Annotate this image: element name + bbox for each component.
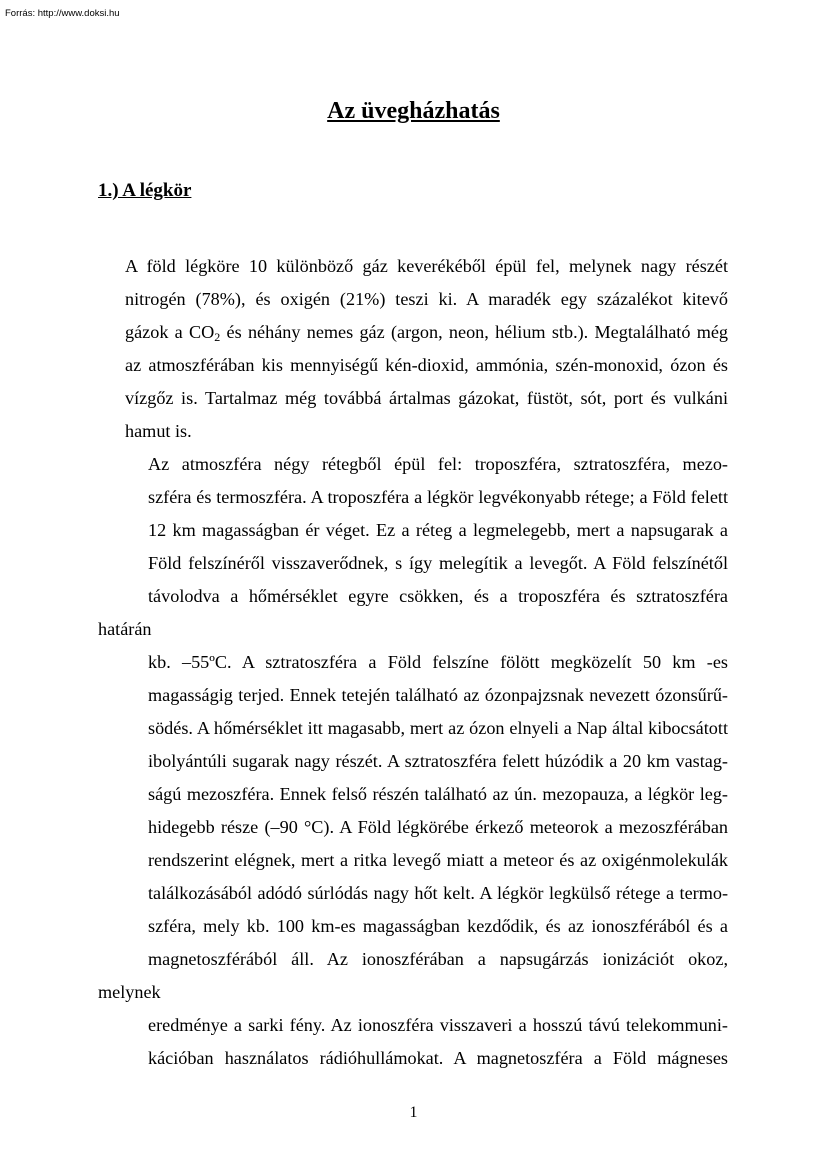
text-line: eredménye a sarki fény. Az ionoszféra visszaveri a hosszú távú telekommuni- xyxy=(148,1015,728,1035)
text-line: magnetoszférából áll. Az ionoszférában a napsugárzás ionizációt okoz, melynek xyxy=(98,949,728,1002)
page-number: 1 xyxy=(409,1104,418,1121)
text-fragment: és néhány nemes gáz (argon, neon, hélium stb.). Megtalálható még xyxy=(220,322,729,342)
text-line xyxy=(98,316,728,349)
text-line: távolodva a hőmérséklet egyre csökken, és a troposzféra és sztratoszféra határán xyxy=(98,586,728,639)
text-line: A föld légköre 10 különböző gáz keverékéből épül fel, melynek nagy részét xyxy=(125,256,728,276)
text-line: hamut is. xyxy=(125,421,192,441)
text-line: kb. –55ºC. A sztratoszféra a Föld felszíne fölött megközelít 50 km -es xyxy=(148,652,728,672)
paragraph-1 xyxy=(98,250,728,448)
text-line: vízgőz is. Tartalmaz még továbbá ártalmas gázokat, füstöt, sót, port és vulkáni xyxy=(125,388,728,408)
subscript: 2 xyxy=(214,330,221,344)
text-line: Föld felszínéről visszaverődnek, s így melegítik a levegőt. A Föld felszínétől xyxy=(148,553,728,573)
document-body xyxy=(98,250,728,1075)
text-line: szféra, mely kb. 100 km-es magasságban kezdődik, és az ionoszférából és a xyxy=(148,916,728,936)
text-line: nitrogén (78%), és oxigén (21%) teszi ki. A maradék egy százalékot kitevő xyxy=(125,289,728,309)
text-fragment: gázok a CO xyxy=(125,322,215,342)
text-line: södés. A hőmérséklet itt magasabb, mert az ózon elnyeli a Nap által kibocsátott xyxy=(148,718,728,738)
text-line: Az atmoszféra négy rétegből épül fel: troposzféra, sztratoszféra, mezo- xyxy=(148,454,728,474)
source-url: Forrás: http://www.doksi.hu xyxy=(5,8,120,19)
text-line: ibolyántúli sugarak nagy részét. A sztratoszféra felett húzódik a 20 km vastag- xyxy=(148,751,728,771)
text-line: magasságig terjed. Ennek tetején található az ózonpajzsnak nevezett ózonsűrű- xyxy=(148,685,728,705)
text-line: 12 km magasságban ér véget. Ez a réteg a legmelegebb, mert a napsugarak a xyxy=(148,520,728,540)
text-line: találkozásából adódó súrlódás nagy hőt kelt. A légkör legkülső rétege a termo- xyxy=(148,883,728,903)
section-heading: 1.) A légkör xyxy=(98,180,192,201)
text-line: hidegebb része (–90 °C). A Föld légkörébe érkező meteorok a mezoszférában xyxy=(148,817,728,837)
text-line: rendszerint elégnek, mert a ritka levegő miatt a meteor és az oxigénmolekulák xyxy=(148,850,728,870)
paragraph-2 xyxy=(98,448,728,1075)
page-title: Az üvegházhatás xyxy=(327,98,500,124)
text-line: kációban használatos rádióhullámokat. A magnetoszféra a Föld mágneses xyxy=(148,1048,728,1068)
text-line: ságú mezoszféra. Ennek felső részén található az ún. mezopauza, a légkör leg- xyxy=(148,784,728,804)
text-line: szféra és termoszféra. A troposzféra a légkör legvékonyabb rétege; a Föld felett xyxy=(148,487,728,507)
text-line: az atmoszférában kis mennyiségű kén-dioxid, ammónia, szén-monoxid, ózon és xyxy=(125,355,728,375)
